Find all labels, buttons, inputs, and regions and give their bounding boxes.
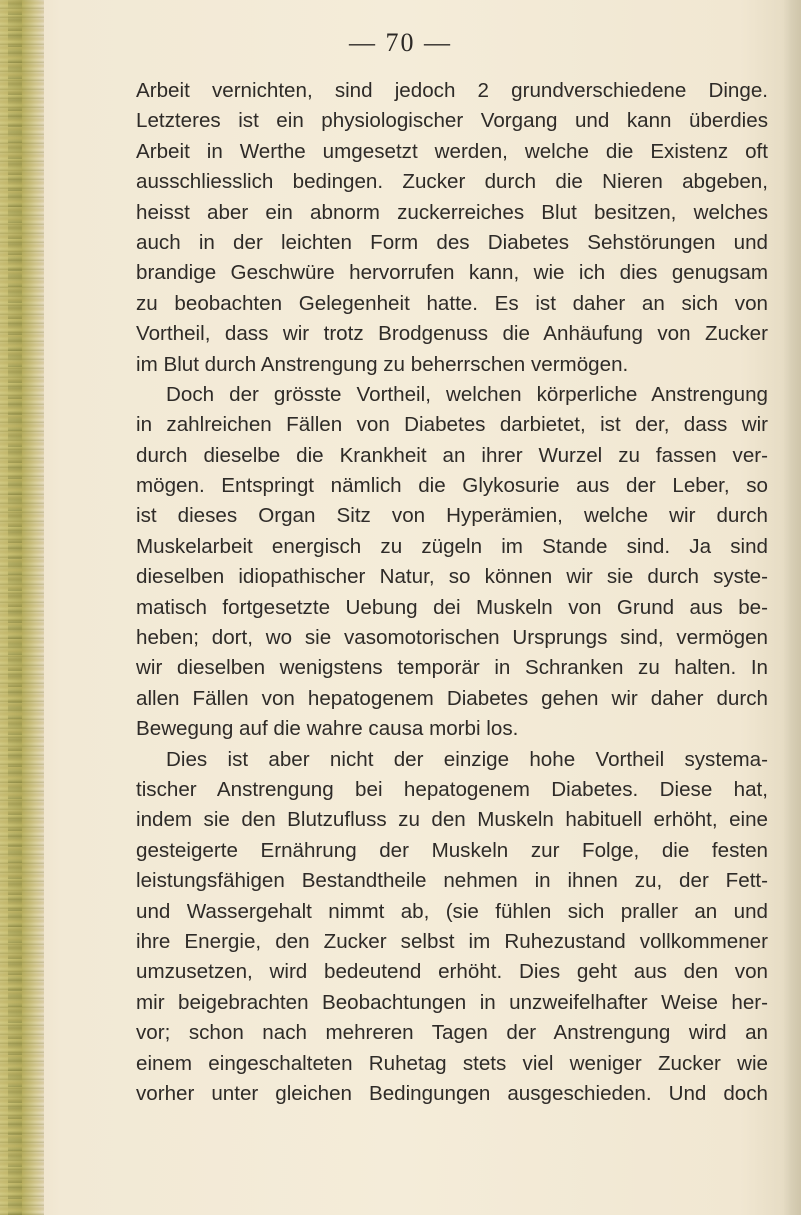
- text-line: tischer Anstrengung bei hepatogenem Diabetes. Diese hat,: [136, 777, 768, 801]
- text-line: Muskelarbeit energisch zu zügeln im Stande sind. Ja sind: [136, 534, 768, 558]
- text-line: im Blut durch Anstrengung zu beherrschen vermögen.: [136, 352, 629, 376]
- text-line: Dies ist aber nicht der einzige hohe Vortheil systema-: [166, 747, 768, 771]
- text-line: mir beigebrachten Beobachtungen in unzweifelhafter Weise her-: [136, 990, 768, 1014]
- text-line: in zahlreichen Fällen von Diabetes darbietet, ist der, dass wir: [136, 413, 768, 437]
- text-line: ihre Energie, den Zucker selbst im Ruhezustand vollkommener: [136, 929, 768, 953]
- text-line: allen Fällen von hepatogenem Diabetes gehen wir daher durch: [136, 686, 768, 710]
- text-line: Doch der grösste Vortheil, welchen körperliche Anstrengung: [166, 382, 768, 406]
- page-right-edge: [783, 0, 801, 1215]
- text-line: matisch fortgesetzte Uebung dei Muskeln von Grund aus be-: [136, 595, 768, 619]
- text-line: Bewegung auf die wahre causa morbi los.: [136, 717, 519, 741]
- text-line: ist dieses Organ Sitz von Hyperämien, welche wir durch: [136, 504, 768, 528]
- text-line: Letzteres ist ein physiologischer Vorgang und kann überdies: [136, 109, 768, 133]
- text-line: und Wassergehalt nimmt ab, (sie fühlen sich praller an und: [136, 899, 768, 923]
- book-binding-edge: [0, 0, 44, 1215]
- text-line: vorher unter gleichen Bedingungen ausgeschieden. Und doch: [136, 1081, 768, 1105]
- text-line: gesteigerte Ernährung der Muskeln zur Folge, die festen: [136, 838, 768, 862]
- text-line: mögen. Entspringt nämlich die Glykosurie aus der Leber, so: [136, 474, 768, 498]
- text-line: leistungsfähigen Bestandtheile nehmen in ihnen zu, der Fett-: [136, 869, 768, 893]
- text-line: Arbeit vernichten, sind jedoch 2 grundverschiedene Dinge.: [136, 79, 768, 102]
- text-line: vor; schon nach mehreren Tagen der Anstrengung wird an: [136, 1021, 768, 1045]
- body-text: [136, 76, 768, 1109]
- text-line: Arbeit in Werthe umgesetzt werden, welche die Existenz oft: [136, 139, 768, 163]
- text-line: durch dieselbe die Krankheit an ihrer Wurzel zu fassen ver-: [136, 443, 768, 467]
- page-number: — 70 —: [349, 28, 452, 57]
- text-line: heisst aber ein abnorm zuckerreiches Blut besitzen, welches: [136, 200, 768, 224]
- text-line: wir dieselben wenigstens temporär in Schranken zu halten. In: [136, 656, 768, 680]
- text-line: Vortheil, dass wir trotz Brodgenuss die Anhäufung von Zucker: [136, 322, 768, 346]
- text-line: heben; dort, wo sie vasomotorischen Ursprungs sind, vermögen: [136, 626, 768, 650]
- text-line: umzusetzen, wird bedeutend erhöht. Dies geht aus den von: [136, 960, 768, 984]
- text-line: ausschliesslich bedingen. Zucker durch die Nieren abgeben,: [136, 170, 768, 194]
- text-line: auch in der leichten Form des Diabetes Sehstörungen und: [136, 230, 768, 254]
- text-line: zu beobachten Gelegenheit hatte. Es ist daher an sich von: [136, 291, 768, 315]
- text-line: brandige Geschwüre hervorrufen kann, wie ich dies genugsam: [136, 261, 768, 285]
- text-line: einem eingeschalteten Ruhetag stets viel weniger Zucker wie: [136, 1051, 768, 1075]
- text-line: indem sie den Blutzufluss zu den Muskeln habituell erhöht, eine: [136, 808, 768, 832]
- text-line: dieselben idiopathischer Natur, so können wir sie durch syste-: [136, 565, 768, 589]
